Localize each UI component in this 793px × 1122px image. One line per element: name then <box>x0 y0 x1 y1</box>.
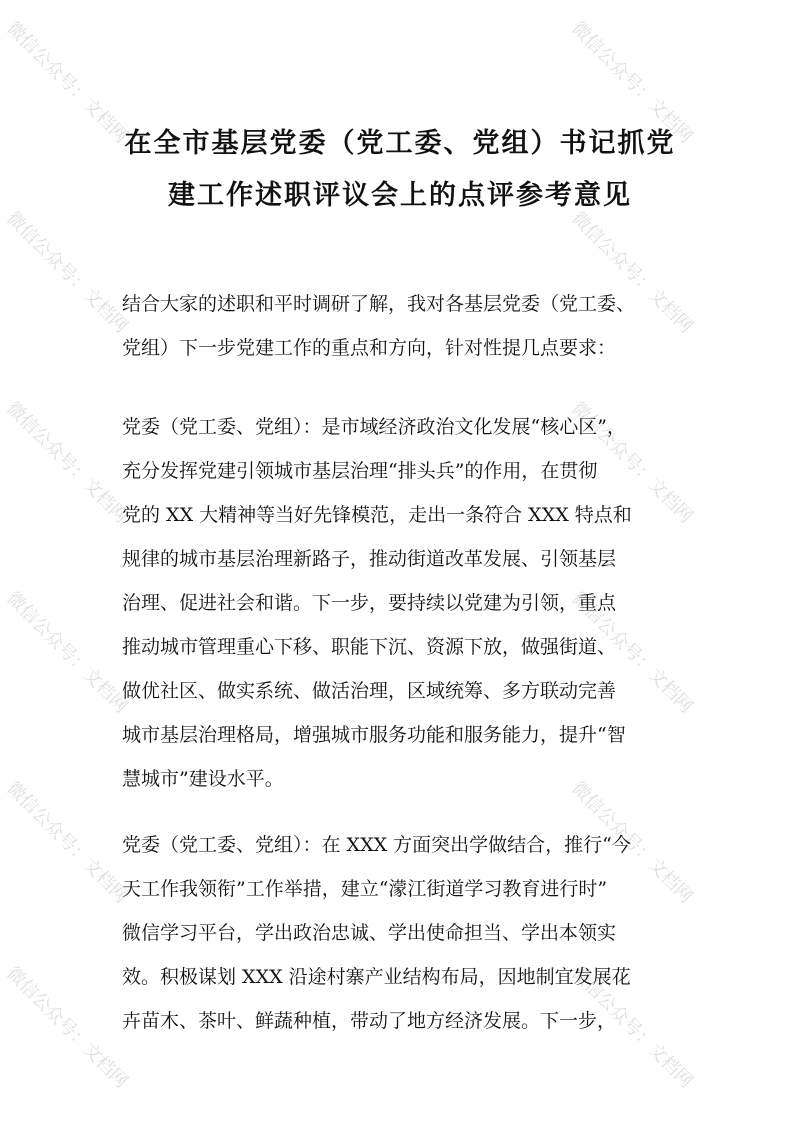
text-line: 卉苗木、茶叶、鲜蔬种植，带动了地方经济发展。下一步， <box>122 1010 617 1032</box>
watermark: 微信公众号：文档网 <box>2 397 132 528</box>
text-line: 规律的城市基层治理新路子，推动街道改革发展、引领基层 <box>122 548 617 570</box>
text-line: 充分发挥党建引领城市基层治理“排头兵”的作用，在贯彻 <box>122 460 598 482</box>
title-line: 在全市基层党委（党工委、党组）书记抓党 <box>124 128 676 159</box>
paragraph-section-2 <box>122 823 674 1043</box>
text-line: 推动城市管理重心下移、职能下沉、资源下放，做强街道、 <box>122 636 617 658</box>
watermark: 微信公众号：文档网 <box>2 587 132 718</box>
watermark: 微信公众号：文档网 <box>567 207 697 338</box>
watermark: 微信公众号：文档网 <box>567 17 697 148</box>
watermark: 微信公众号：文档网 <box>567 587 697 718</box>
watermark: 微信公众号：文档网 <box>2 962 132 1093</box>
paragraph-section-1 <box>122 405 674 801</box>
watermark: 微信公众号：文档网 <box>567 777 697 908</box>
text-line: 微信学习平台，学出政治忠诚、学出使命担当、学出本领实 <box>122 922 617 944</box>
text-line: 党委（党工委、党组）：在 XXX 方面突出学做结合，推行“今 <box>122 834 631 856</box>
text-line: 天工作我领衔”工作举措，建立“濛江街道学习教育进行时” <box>122 878 608 900</box>
text-line: 效。积极谋划 XXX 沿途村寨产业结构布局，因地制宜发展花 <box>122 966 631 988</box>
text-line: 党委（党工委、党组）：是市域经济政治文化发展“核心区”， <box>122 416 626 438</box>
text-line: 城市基层治理格局，增强城市服务功能和服务能力，提升“智 <box>122 724 626 746</box>
paragraph-intro <box>122 282 674 370</box>
text-line: 结合大家的述职和平时调研了解，我对各基层党委（党工委、 <box>122 293 636 315</box>
text-line: 做优社区、做实系统、做活治理，区域统筹、多方联动完善 <box>122 680 617 702</box>
title-line: 建工作述职评议会上的点评参考意见 <box>168 180 632 211</box>
text-line: 慧城市”建设水平。 <box>122 768 284 790</box>
watermark: 微信公众号：文档网 <box>2 207 132 338</box>
document-title <box>110 118 690 222</box>
text-line: 党组）下一步党建工作的重点和方向，针对性提几点要求： <box>122 337 617 359</box>
text-line: 党的 XX 大精神等当好先锋模范，走出一条符合 XXX 特点和 <box>122 504 632 526</box>
watermark: 微信公众号：文档网 <box>2 17 132 148</box>
watermark: 微信公众号：文档网 <box>567 397 697 528</box>
watermark: 微信公众号：文档网 <box>567 962 697 1093</box>
watermark: 微信公众号：文档网 <box>2 777 132 908</box>
text-line: 治理、促进社会和谐。下一步，要持续以党建为引领，重点 <box>122 592 617 614</box>
